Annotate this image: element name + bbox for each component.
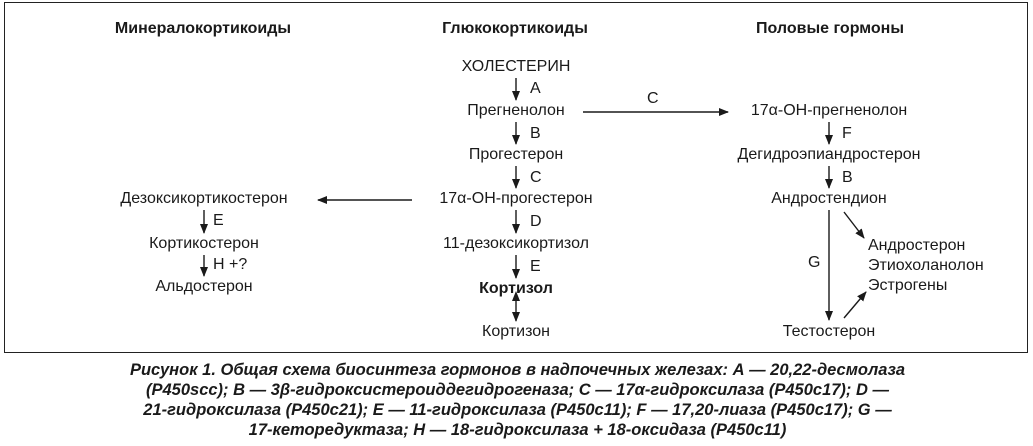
node-estrogens: Эстрогены — [868, 277, 948, 294]
node-cholesterol: ХОЛЕСТЕРИН — [461, 58, 571, 75]
node-aldosterone: Альдостерон — [155, 278, 253, 295]
node-androstenedione: Андростендион — [771, 190, 887, 207]
header-sex-hormones: Половые гормоны — [756, 20, 904, 37]
node-androsterone: Андростерон — [868, 237, 966, 254]
node-etiocholanolone: Этиохоланолон — [868, 257, 984, 274]
enzyme-label-e: E — [530, 258, 541, 275]
node-17oh-pregnenolone: 17α-ОН-прегненолон — [750, 102, 908, 119]
node-cortisol: Кортизол — [479, 280, 553, 297]
enzyme-label-a: A — [530, 80, 541, 97]
arrow-androstenedione-androsterone — [844, 212, 864, 238]
enzyme-label-b: B — [530, 125, 541, 142]
enzyme-label-d: D — [530, 213, 542, 230]
figure-caption — [30, 360, 1005, 440]
caption-line-1: Рисунок 1. Общая схема биосинтеза гормонов в надпочечных железах: А — 20,22-десмолаза — [129, 361, 906, 379]
arrow-testosterone-estrogens — [844, 292, 866, 318]
enzyme-label-b-right: B — [842, 169, 853, 186]
node-pregnenolone: Прегненолон — [467, 102, 565, 119]
enzyme-label-h: H +? — [213, 256, 248, 273]
node-testosterone: Тестостерон — [782, 323, 876, 340]
enzyme-label-c-right: C — [647, 90, 659, 107]
enzyme-label-g: G — [808, 254, 821, 271]
node-deoxycorticosterone: Дезоксикортикостерон — [120, 190, 288, 207]
header-glucocorticoids: Глюкокортикоиды — [442, 20, 588, 37]
caption-line-3: 21-гидроксилаза (P450c21); E — 11-гидроксилаза (P450c11); F — 17,20-лиаза (P450c17); G — — [143, 401, 892, 419]
node-progesterone: Прогестерон — [468, 146, 564, 163]
caption-line-2: (P450scc); B — 3β-гидроксистероиддегидрогеназа; C — 17α-гидроксилаза (P450c17); D — — [145, 381, 889, 399]
node-dhea: Дегидроэпиандростерон — [737, 146, 921, 163]
enzyme-label-f: F — [842, 125, 852, 142]
enzyme-label-e-left: E — [213, 212, 224, 229]
caption-line-4: 17-кеторедуктаза; H — 18-гидроксилаза + 18-оксидаза (P450c11) — [248, 421, 787, 439]
node-11-deoxycortisol: 11-дезоксикортизол — [443, 235, 589, 252]
node-corticosterone: Кортикостерон — [149, 235, 259, 252]
header-mineralocorticoids: Минералокортикоиды — [114, 20, 292, 37]
enzyme-label-c: C — [530, 169, 542, 186]
node-17oh-progesterone: 17α-ОН-прогестерон — [439, 190, 593, 207]
node-cortisone: Кортизон — [482, 323, 550, 340]
